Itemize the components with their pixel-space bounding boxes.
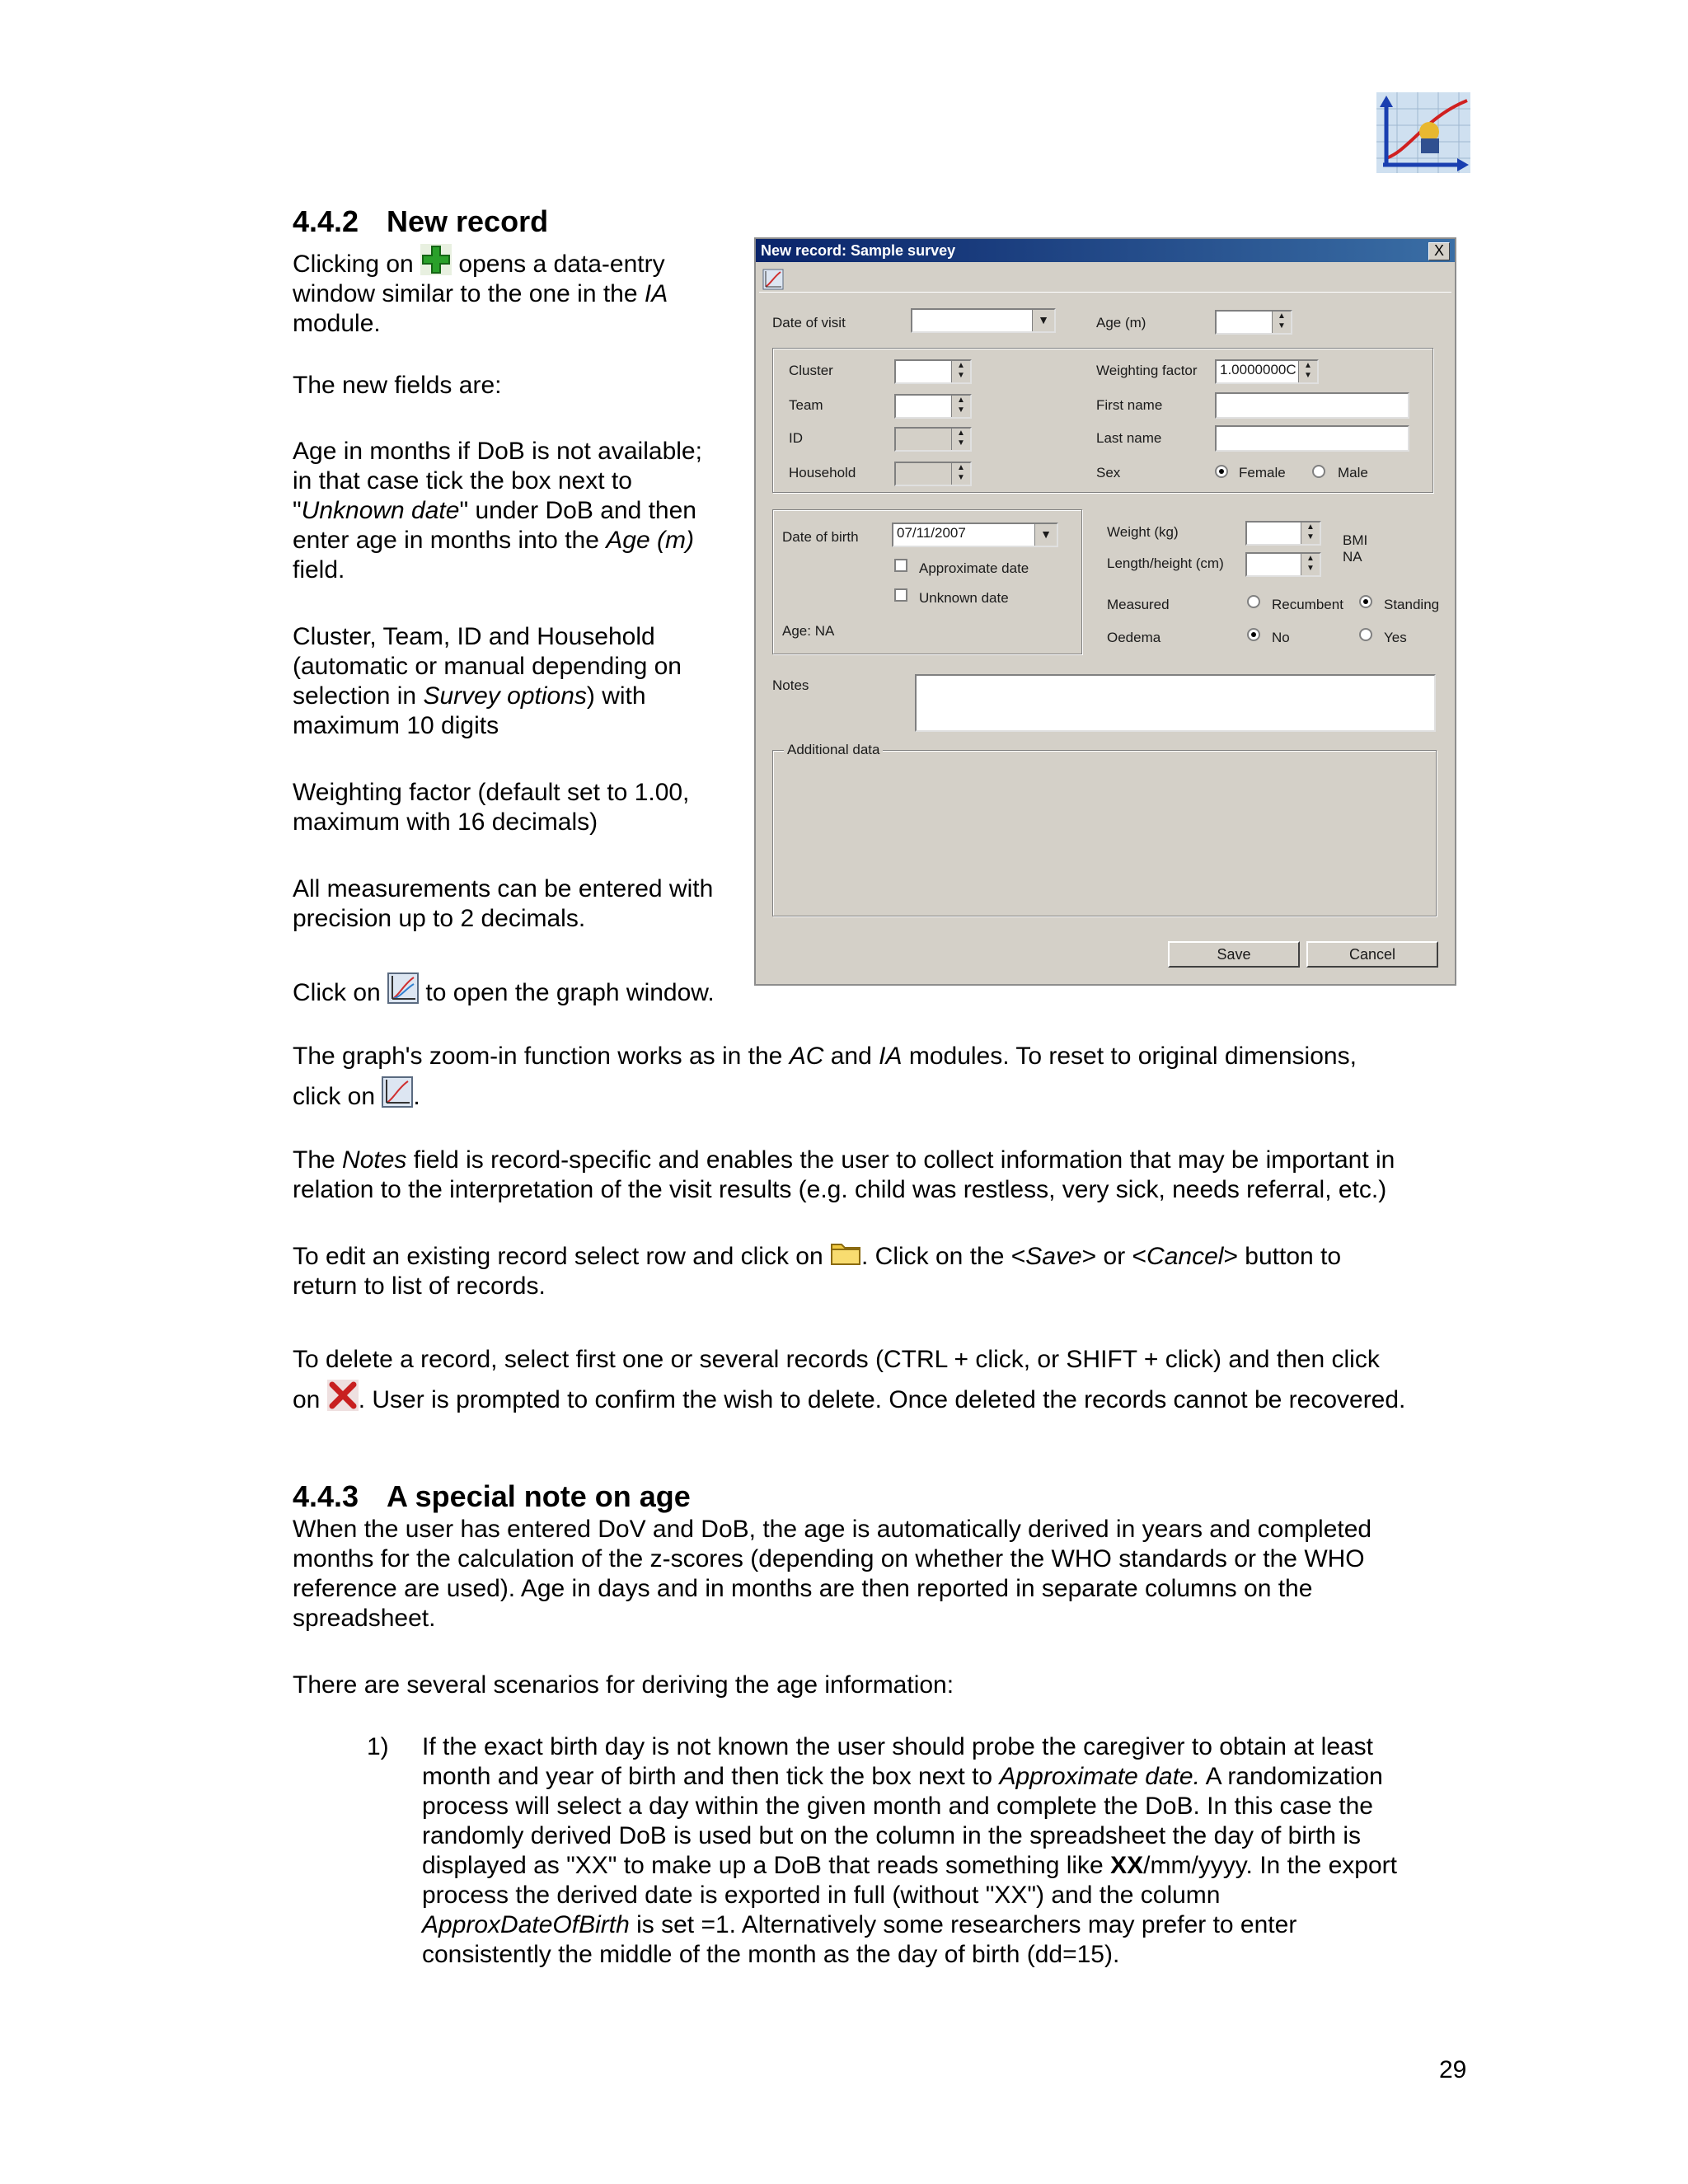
text-line: process will select a day within the given month and complete the DoB. In this case the	[422, 1793, 1373, 1820]
spinner-icon[interactable]: ▲ ▼	[951, 361, 970, 382]
age-note-paragraph	[293, 1515, 1463, 1633]
text-line: Weighting factor (default set to 1.00,	[293, 779, 690, 806]
text-line: in that case tick the box next to	[293, 467, 632, 494]
text-span: . Click on the <	[861, 1243, 1026, 1270]
age-m-label: Age (m)	[1096, 315, 1146, 330]
spinner-icon[interactable]: ▲ ▼	[1298, 361, 1317, 382]
text-span: > or <	[1081, 1243, 1147, 1270]
date-of-visit-field[interactable]	[911, 308, 1056, 333]
text-span: > button to	[1223, 1243, 1342, 1270]
text-span: Clicking on	[293, 251, 414, 278]
edit-paragraph	[293, 1238, 1463, 1301]
household-field	[894, 462, 972, 486]
recumbent-label: Recumbent	[1272, 597, 1343, 612]
text-span: . User is prompted to confirm the wish to delete. Once deleted the records cannot be recovered.	[358, 1386, 1406, 1413]
text-span: IA	[644, 280, 668, 307]
text-span: ) with	[586, 682, 646, 710]
date-of-visit-label: Date of visit	[772, 315, 846, 330]
approximate-date-label: Approximate date	[919, 560, 1029, 576]
measured-label: Measured	[1107, 597, 1170, 612]
oedema-yes-label: Yes	[1384, 630, 1407, 645]
text-line: months for the calculation of the z-scores (depending on whether the WHO standards or the WHO	[293, 1545, 1365, 1572]
text-span: AC	[789, 1043, 824, 1070]
male-radio[interactable]	[1312, 465, 1325, 478]
id-label: ID	[789, 430, 803, 446]
oedema-no-label: No	[1272, 630, 1290, 645]
age-m-field[interactable]	[1215, 310, 1292, 335]
text-span: Age (m)	[606, 527, 694, 554]
bmi-label: BMI	[1343, 532, 1368, 548]
standing-radio[interactable]	[1359, 595, 1372, 608]
text-span: .	[413, 1083, 420, 1110]
graph-paragraph	[293, 972, 754, 1008]
chevron-down-icon[interactable]: ▼	[1034, 524, 1057, 546]
weight-label: Weight (kg)	[1107, 524, 1179, 540]
folder-icon	[830, 1238, 861, 1268]
age-na-label: Age: NA	[782, 623, 835, 639]
cluster-field[interactable]	[894, 359, 972, 384]
text-line: spreadsheet.	[293, 1605, 436, 1632]
text-span: month and year of birth and then tick the box next to	[422, 1763, 993, 1790]
text-line: Cluster, Team, ID and Household	[293, 623, 655, 650]
text-line: When the user has entered DoV and DoB, the age is automatically derived in years and completed	[293, 1516, 1372, 1543]
plus-icon	[420, 244, 452, 275]
dialog-toolbar	[759, 267, 1451, 293]
spinner-icon[interactable]: ▲ ▼	[1301, 523, 1320, 544]
text-span: ApproxDateOfBirth	[422, 1911, 630, 1938]
close-button[interactable]: X	[1428, 242, 1450, 260]
scenarios-intro: There are several scenarios for deriving the age information:	[293, 1671, 954, 1699]
unknown-date-checkbox[interactable]	[894, 588, 907, 602]
sex-label: Sex	[1096, 465, 1121, 480]
field-value: 07/11/2007	[897, 525, 966, 541]
oedema-yes-radio[interactable]	[1359, 628, 1372, 641]
dialog-title: New record: Sample survey	[756, 239, 1455, 262]
text-span: Save	[1025, 1243, 1082, 1270]
text-span: Unknown date	[301, 497, 460, 524]
text-span: Click on	[293, 979, 381, 1006]
text-line: randomly derived DoB is used but on the column in the spreadsheet the day of birth is	[422, 1822, 1361, 1849]
text-span: field is record-specific and enables the user to collect information that may be important in	[413, 1146, 1395, 1174]
cluster-label: Cluster	[789, 363, 833, 378]
list-item-number: 1)	[367, 1733, 389, 1760]
field-value: 1.0000000C	[1220, 362, 1296, 377]
date-of-birth-label: Date of birth	[782, 529, 859, 545]
text-line: reference are used). Age in days and in months are then reported in separate columns on the	[293, 1575, 1313, 1602]
text-span: modules. To reset to original dimensions,	[908, 1043, 1357, 1070]
weighting-factor-field[interactable]	[1215, 359, 1319, 384]
text-span: enter age in months into the	[293, 527, 599, 554]
additional-data-label: Additional data	[784, 742, 883, 758]
last-name-field[interactable]	[1215, 425, 1409, 452]
new-fields-label: The new fields are:	[293, 372, 502, 399]
spinner-icon: ▲ ▼	[951, 429, 970, 450]
female-label: Female	[1239, 465, 1286, 480]
measurements-paragraph	[293, 874, 754, 934]
text-line: field.	[293, 556, 345, 583]
text-span: selection in	[293, 682, 417, 710]
zoom-paragraph	[293, 1042, 1463, 1112]
approximate-date-checkbox[interactable]	[894, 559, 907, 572]
last-name-label: Last name	[1096, 430, 1162, 446]
weight-field[interactable]	[1245, 521, 1321, 546]
section-number: 4.4.3	[293, 1479, 359, 1513]
notes-field[interactable]	[915, 674, 1436, 732]
delete-x-icon	[327, 1380, 359, 1411]
cancel-button[interactable]: Cancel	[1306, 941, 1438, 968]
text-span: Notes	[342, 1146, 407, 1174]
household-label: Household	[789, 465, 856, 480]
standing-label: Standing	[1384, 597, 1440, 612]
recumbent-radio[interactable]	[1247, 595, 1260, 608]
length-height-label: Length/height (cm)	[1107, 555, 1224, 571]
text-span: /mm/yyyy. In the export	[1143, 1852, 1397, 1879]
text-line: maximum 10 digits	[293, 712, 499, 739]
text-line: precision up to 2 decimals.	[293, 905, 586, 932]
text-span: Cancel	[1146, 1243, 1224, 1270]
text-line: Age in months if DoB is not available;	[293, 438, 702, 465]
team-label: Team	[789, 397, 823, 413]
text-line: If the exact birth day is not known the user should probe the caregiver to obtain at least	[422, 1733, 1374, 1760]
text-span: and	[830, 1043, 872, 1070]
notes-paragraph	[293, 1146, 1463, 1205]
text-span: The	[293, 1146, 335, 1174]
graph-reset-icon	[382, 1076, 413, 1108]
list-item	[422, 1732, 1485, 1970]
oedema-label: Oedema	[1107, 630, 1161, 645]
section-heading	[293, 204, 548, 239]
first-name-label: First name	[1096, 397, 1163, 413]
spinner-icon[interactable]: ▲ ▼	[1272, 312, 1291, 333]
spinner-icon[interactable]: ▲ ▼	[951, 396, 970, 417]
delete-paragraph	[293, 1345, 1479, 1415]
text-line: consistently the middle of the month as the day of birth (dd=15).	[422, 1941, 1120, 1968]
spinner-icon: ▲ ▼	[951, 463, 970, 485]
text-line: module.	[293, 310, 381, 337]
section-heading	[293, 1479, 691, 1514]
unknown-date-label: Unknown date	[919, 590, 1009, 606]
text-line: relation to the interpretation of the visit results (e.g. child was restless, very sick, needs referral, etc.)	[293, 1176, 1387, 1203]
notes-label: Notes	[772, 677, 809, 693]
id-field	[894, 427, 972, 452]
text-line: process the derived date is exported in full (without "XX") and the column	[422, 1882, 1221, 1909]
text-span: displayed as "XX" to make up a DoB that reads something like	[422, 1852, 1104, 1879]
text-span: A randomization	[1205, 1763, 1383, 1790]
text-span: "	[293, 497, 302, 524]
text-span: opens a data-entry	[458, 251, 665, 278]
intro-paragraph	[293, 244, 721, 339]
text-span: To edit an existing record select row and click on	[293, 1243, 823, 1270]
text-span: on	[293, 1386, 321, 1413]
logo-icon	[1376, 92, 1470, 173]
section-title: New record	[387, 204, 549, 238]
text-line: All measurements can be entered with	[293, 875, 714, 902]
text-span: Approximate date.	[999, 1763, 1200, 1790]
first-name-field[interactable]	[1215, 392, 1409, 419]
page-number: 29	[1439, 2056, 1467, 2083]
length-height-field[interactable]	[1245, 552, 1321, 577]
text-line: maximum with 16 decimals)	[293, 808, 598, 836]
text-span: " under DoB and then	[459, 497, 696, 524]
text-span: to open the graph window.	[425, 979, 715, 1006]
age-paragraph	[293, 437, 738, 585]
text-line: To delete a record, select first one or several records (CTRL + click, or SHIFT + click) and then click	[293, 1346, 1380, 1373]
cluster-paragraph	[293, 622, 738, 741]
text-span: Survey options	[423, 682, 587, 710]
text-line: return to list of records.	[293, 1272, 546, 1300]
oedema-no-radio[interactable]	[1247, 628, 1260, 641]
text-span: The graph's zoom-in function works as in the	[293, 1043, 783, 1070]
weighting-factor-label: Weighting factor	[1096, 363, 1198, 378]
graph-icon	[387, 972, 419, 1004]
male-label: Male	[1338, 465, 1368, 480]
text-span: is set =1. Alternatively some researchers may prefer to enter	[636, 1911, 1297, 1938]
additional-data-group	[772, 750, 1437, 916]
graph-icon[interactable]	[762, 269, 784, 294]
female-radio[interactable]	[1215, 465, 1228, 478]
text-span: window similar to the one in the	[293, 280, 638, 307]
chevron-down-icon[interactable]: ▼	[1032, 310, 1054, 331]
section-number: 4.4.2	[293, 204, 359, 238]
text-line: (automatic or manual depending on	[293, 653, 682, 680]
new-record-dialog	[754, 237, 1456, 986]
text-span: click on	[293, 1083, 376, 1110]
text-span: XX	[1110, 1852, 1144, 1879]
section-title: A special note on age	[387, 1479, 691, 1513]
weighting-paragraph	[293, 778, 738, 837]
save-button[interactable]: Save	[1168, 941, 1300, 968]
bmi-value: NA	[1343, 549, 1362, 565]
spinner-icon[interactable]: ▲ ▼	[1301, 554, 1320, 575]
date-of-birth-field[interactable]	[892, 523, 1058, 547]
team-field[interactable]	[894, 394, 972, 419]
text-span: IA	[879, 1043, 903, 1070]
